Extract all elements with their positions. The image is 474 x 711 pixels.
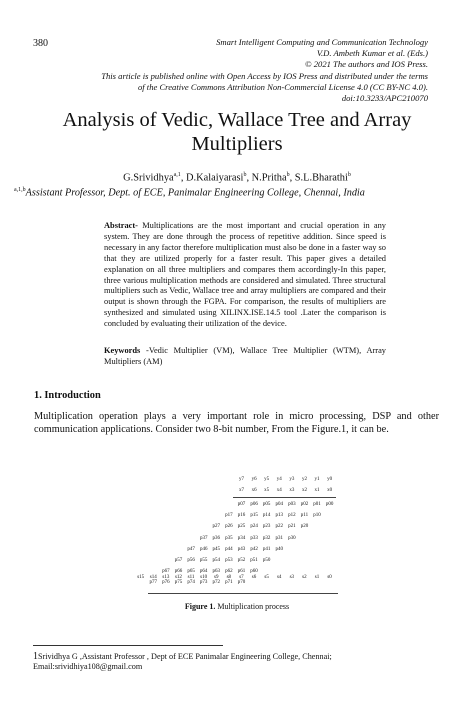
abstract-label: Abstract- (104, 221, 138, 230)
diagram-term: p64 (199, 569, 208, 575)
diagram-term: p77 (149, 580, 158, 586)
diagram-term: y1 (314, 477, 320, 482)
diagram-term: p50 (262, 558, 271, 563)
diagram-term: s13 (162, 575, 170, 580)
author-name: G.Srividhya (123, 172, 174, 184)
diagram-term: x3 (289, 488, 295, 493)
partial-product-row (172, 558, 273, 563)
diagram-term: y6 (251, 477, 257, 482)
footnote-line: Email:srividhiya108@gmail.com (33, 662, 143, 671)
diagram-term: p63 (212, 569, 221, 575)
partial-product-row (185, 547, 286, 552)
diagram-term: p52 (237, 558, 246, 563)
title-line: Analysis of Vedic, Wallace Tree and Array (62, 109, 412, 131)
diagram-term: y3 (289, 477, 295, 482)
multiplier-row (235, 488, 336, 493)
author-sup: b (286, 172, 290, 178)
diagram-term: p14 (262, 513, 271, 519)
diagram-term: p07 (237, 502, 246, 507)
diagram-term: p27 (212, 524, 221, 530)
diagram-term: p37 (199, 535, 208, 541)
page-number: 380 (33, 38, 48, 49)
separator-line (148, 593, 338, 594)
header-line: of the Creative Commons Attribution Non-Commercial License 4.0 (CC BY-NC 4.0). (137, 81, 428, 92)
diagram-term: p57 (174, 558, 183, 563)
diagram-term: x4 (276, 488, 282, 493)
section-heading: 1. Introduction (34, 390, 101, 401)
diagram-term: p20 (300, 524, 309, 530)
partial-product-row (223, 513, 324, 518)
keywords-text: -Vedic Multiplier (VM), Wallace Tree Multiplier (WTM), Array Multipliers (AM) (104, 346, 386, 366)
diagram-term: p46 (199, 546, 208, 552)
diagram-term: p40 (275, 546, 283, 552)
footnote-number: 1 (33, 651, 38, 662)
header-line: V.D. Ambeth Kumar et al. (Eds.) (316, 48, 428, 59)
diagram-term: s5 (264, 575, 269, 580)
diagram-term: p03 (288, 502, 296, 507)
diagram-term: p35 (225, 535, 233, 541)
header-line: © 2021 The authors and IOS Press. (305, 59, 428, 70)
diagram-term: p41 (262, 546, 271, 552)
diagram-term: p62 (225, 569, 233, 575)
diagram-term: p51 (250, 558, 258, 563)
diagram-term: p15 (250, 513, 258, 519)
diagram-term: x1 (314, 488, 320, 493)
header-line: This article is published online with Open Access by IOS Press and distributed under the terms (101, 70, 428, 81)
diagram-term: p21 (288, 524, 296, 530)
diagram-term: p22 (275, 524, 284, 530)
diagram-term: s7 (239, 575, 244, 580)
diagram-term: s0 (327, 575, 332, 580)
partial-product-row (197, 536, 298, 541)
diagram-term: p31 (275, 535, 283, 541)
diagram-term: s1 (314, 575, 320, 580)
affiliation-sup: a,1,b (14, 187, 26, 193)
diagram-term: x0 (327, 488, 333, 493)
diagram-term: p26 (225, 524, 233, 530)
diagram-term: p53 (225, 558, 233, 563)
header-line: Smart Intelligent Computing and Communication Technology (216, 37, 428, 47)
diagram-term: s15 (137, 575, 145, 580)
diagram-term: s4 (276, 575, 282, 580)
diagram-term: p12 (288, 513, 296, 519)
diagram-term: p11 (300, 513, 309, 519)
diagram-term: p44 (225, 546, 233, 552)
caption-text: Multiplication process (215, 602, 290, 611)
diagram-term: s9 (214, 575, 219, 580)
multiplicand-row (235, 477, 336, 482)
diagram-term: p70 (237, 580, 246, 586)
diagram-term: p17 (225, 513, 233, 519)
diagram-term: x7 (238, 488, 244, 493)
diagram-term: p66 (174, 569, 183, 575)
author-list: G.Srividhya$^{a,1}$, D.Kalaiyarasi$^b$, N.Pritha$^b$, S.L.Bharathi$^b$ (123, 172, 351, 184)
abstract-text: Multiplications are the most important and crucial operation in any system. They are done through the process of repetitive addition. Since speed is necessary in any factor therefore multiplication must also be done in a faster way so that they are utilized properly for a faster result. This paper gives a detailed explanation on all three multipliers and compares them accordingly-In this paper, three various multiplication methods are considered and simulated. Three structural multipliers such as Vedic, Wallace tree and array multipliers are compared and their output is shown through the FGPA. For comparison, the results of multipliers are synthesized and simulated using XILINX.ISE.14.5 tool .Later the comparison is concluded by evaluating their utilization of the device. (104, 221, 386, 329)
diagram-term: y5 (264, 477, 270, 482)
author-name: D.Kalaiyarasi (186, 172, 244, 184)
diagram-term: p13 (275, 513, 284, 519)
author-sup: a,1 (173, 172, 181, 178)
diagram-term: p06 (250, 502, 258, 507)
diagram-term: y0 (327, 477, 333, 482)
diagram-term: s11 (187, 575, 195, 580)
footnote-rule (33, 645, 223, 646)
diagram-term: p54 (212, 558, 221, 563)
author-sup: b (243, 172, 247, 178)
diagram-term: p16 (237, 513, 246, 519)
diagram-term: s3 (289, 575, 295, 580)
diagram-term: p34 (237, 535, 246, 541)
footnote (33, 652, 433, 672)
caption-label: Figure 1. (184, 602, 216, 611)
affiliation-text: Assistant Professor, Dept. of ECE, Panimalar Engineering College, Chennai, India (25, 187, 365, 199)
diagram-term: p72 (212, 580, 221, 586)
diagram-term: p55 (199, 558, 208, 563)
diagram-term: p73 (199, 580, 208, 586)
footnote-line: Srividhya G ,Assistant Professor , Dept of ECE Panimalar Engineering College, Chennai; (38, 652, 332, 661)
author-name: S.L.Bharathi (294, 172, 348, 184)
diagram-term: p76 (162, 580, 170, 586)
diagram-term: p67 (162, 569, 170, 575)
diagram-term: s12 (174, 575, 182, 580)
title-line: Multipliers (191, 133, 283, 155)
diagram-term: p60 (250, 569, 258, 575)
partial-product-row (235, 502, 336, 507)
partial-product-row (210, 524, 311, 529)
diagram-term: p10 (313, 513, 321, 519)
diagram-term: p71 (225, 580, 233, 586)
diagram-term: p33 (250, 535, 258, 541)
partial-product-row (147, 580, 248, 585)
keywords-label: Keywords (104, 346, 141, 355)
author-name: N.Pritha (251, 172, 287, 184)
diagram-term: x2 (301, 488, 307, 493)
diagram-term: x6 (251, 488, 257, 493)
diagram-term: p25 (237, 524, 246, 530)
diagram-term: p43 (237, 546, 246, 552)
diagram-term: p75 (174, 580, 183, 586)
diagram-term: p00 (325, 502, 334, 507)
diagram-term: s6 (251, 575, 257, 580)
diagram-term: p56 (187, 558, 195, 563)
diagram-term: y2 (301, 477, 307, 482)
intro-paragraph: Multiplication operation plays a very important role in micro processing, DSP and other communication applications. Consider two 8-bit number, From the Figure.1, it can be. (34, 411, 439, 435)
diagram-term: p61 (237, 569, 246, 575)
author-sup: b (347, 172, 351, 178)
diagram-term: p42 (250, 546, 258, 552)
diagram-term: s8 (226, 575, 232, 580)
diagram-term: p74 (187, 580, 195, 586)
diagram-term: y7 (238, 477, 244, 482)
diagram-term: x5 (264, 488, 270, 493)
diagram-term: s14 (149, 575, 157, 580)
diagram-term: s2 (302, 575, 307, 580)
diagram-term: p32 (262, 535, 271, 541)
figure-caption (0, 602, 474, 611)
diagram-term: p23 (262, 524, 271, 530)
diagram-term: p45 (212, 546, 221, 552)
diagram-term: p65 (187, 569, 195, 575)
separator-line (233, 497, 336, 498)
diagram-term: p24 (250, 524, 258, 530)
diagram-term: p30 (288, 535, 296, 541)
partial-product-row (160, 569, 261, 574)
diagram-term: s10 (200, 575, 208, 580)
diagram-term: p02 (300, 502, 309, 507)
diagram-term: p36 (212, 535, 221, 541)
diagram-term: y4 (276, 477, 282, 482)
header-line: doi:10.3233/APC210070 (341, 93, 428, 104)
sum-row (134, 575, 336, 580)
diagram-term: p05 (262, 502, 271, 507)
diagram-term: p01 (313, 502, 321, 507)
diagram-term: p04 (275, 502, 284, 507)
diagram-term: p47 (187, 546, 195, 552)
